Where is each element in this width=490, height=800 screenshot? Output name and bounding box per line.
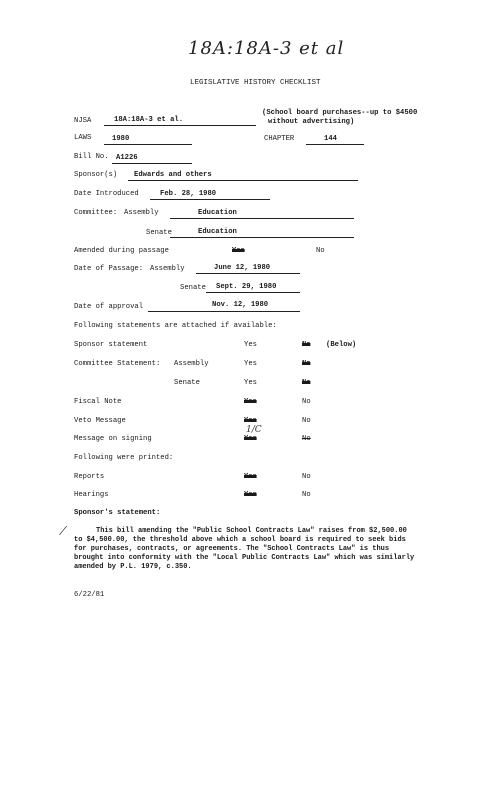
sponsor-statement-no: No [302, 341, 311, 349]
signing-message-no: No [302, 435, 311, 443]
sponsor-statement-heading: Sponsor's statement: [74, 509, 161, 517]
bill-label: Bill No. [74, 153, 109, 161]
reports-yes: Yes [244, 473, 257, 481]
margin-mark: ⁄ [62, 524, 65, 538]
sponsor-statement-line-2: to $4,500.00, the threshold above which a school board is required to seek bids [74, 536, 406, 544]
signing-message-yes: Yes [244, 435, 257, 443]
chapter-label: CHAPTER [264, 135, 295, 143]
description-line2: without advertising) [268, 118, 355, 126]
sponsor-label: Sponsor(s) [74, 171, 118, 179]
reports-no: No [302, 473, 311, 481]
approval-value: Nov. 12, 1980 [212, 301, 269, 309]
committee-senate-label: Senate [146, 229, 172, 237]
date-introduced-underline [150, 199, 270, 200]
committee-statement-senate-label: Senate [174, 379, 200, 387]
passage-assembly-value: June 12, 1980 [214, 264, 271, 272]
approval-label: Date of approval [74, 303, 144, 311]
njsa-label: NJSA [74, 117, 92, 125]
sponsor-statement-line-3: for purchases, contracts, or agreements. The "School Contracts Law" is thus [74, 545, 390, 553]
laws-value: 1980 [112, 135, 130, 143]
veto-message-no: No [302, 417, 311, 425]
passage-label: Date of Passage: [74, 265, 144, 273]
amended-yes: Yes [232, 247, 245, 255]
signing-message-label: Message on signing [74, 435, 152, 443]
handwritten-header: 18A:18A-3 et al [188, 38, 345, 59]
veto-message-yes: Yes [244, 417, 257, 425]
passage-assembly-underline [196, 273, 300, 274]
fiscal-note-yes: Yes [244, 398, 257, 406]
committee-statement-assembly-label: Assembly [174, 360, 209, 368]
signing-handwritten-mark: 1/C [246, 425, 262, 435]
passage-assembly-label: Assembly [150, 265, 185, 273]
hearings-label: Hearings [74, 491, 109, 499]
laws-label: LAWS [74, 134, 92, 142]
hearings-yes: Yes [244, 491, 257, 499]
chapter-value: 144 [324, 135, 337, 143]
page-title: LEGISLATIVE HISTORY CHECKLIST [190, 79, 321, 87]
committee-assembly-underline [170, 218, 354, 219]
approval-underline [148, 311, 300, 312]
date-introduced-value: Feb. 28, 1980 [160, 190, 217, 198]
attached-heading: Following statements are attached if available: [74, 322, 277, 330]
sponsor-statement-line-5: amended by P.L. 1979, c.350. [74, 563, 192, 571]
passage-senate-value: Sept. 29, 1980 [216, 283, 277, 291]
fiscal-note-no: No [302, 398, 311, 406]
bill-underline [112, 163, 192, 164]
reports-label: Reports [74, 473, 105, 481]
committee-statement-senate-no: No [302, 379, 311, 387]
veto-message-label: Veto Message [74, 417, 126, 425]
footer-code: 6/22/81 [74, 591, 105, 599]
committee-statement-assembly-no: No [302, 360, 311, 368]
description-line1: (School board purchases--up to $4500 [262, 109, 418, 117]
committee-senate-underline [170, 237, 354, 238]
hearings-no: No [302, 491, 311, 499]
committee-assembly-value: Education [198, 209, 237, 217]
amended-no: No [316, 247, 325, 255]
sponsor-statement-label: Sponsor statement [74, 341, 148, 349]
committee-assembly-label: Assembly [124, 209, 159, 217]
fiscal-note-label: Fiscal Note [74, 398, 122, 406]
sponsor-statement-note: (Below) [326, 341, 357, 349]
chapter-underline [306, 144, 364, 145]
committee-senate-value: Education [198, 228, 237, 236]
njsa-underline [104, 125, 256, 126]
committee-statement-assembly-yes: Yes [244, 360, 257, 368]
committee-statement-senate-yes: Yes [244, 379, 257, 387]
sponsor-value: Edwards and others [134, 171, 212, 179]
passage-senate-label: Senate [180, 284, 206, 292]
bill-value: A1226 [116, 154, 138, 162]
passage-senate-underline [206, 292, 300, 293]
njsa-value: 18A:18A-3 et al. [114, 116, 184, 124]
amended-label: Amended during passage [74, 247, 169, 255]
printed-heading: Following were printed: [74, 454, 174, 462]
sponsor-statement-line-4: brought into conformity with the "Local Public Contracts Law" which was similarly [74, 554, 415, 562]
sponsor-underline [128, 180, 358, 181]
laws-underline [104, 144, 192, 145]
sponsor-statement-yes: Yes [244, 341, 257, 349]
committee-statement-label: Committee Statement: [74, 360, 161, 368]
sponsor-statement-line-1: This bill amending the "Public School Contracts Law" raises from $2,500.00 [96, 527, 407, 535]
date-introduced-label: Date Introduced [74, 190, 139, 198]
committee-label: Committee: [74, 209, 118, 217]
